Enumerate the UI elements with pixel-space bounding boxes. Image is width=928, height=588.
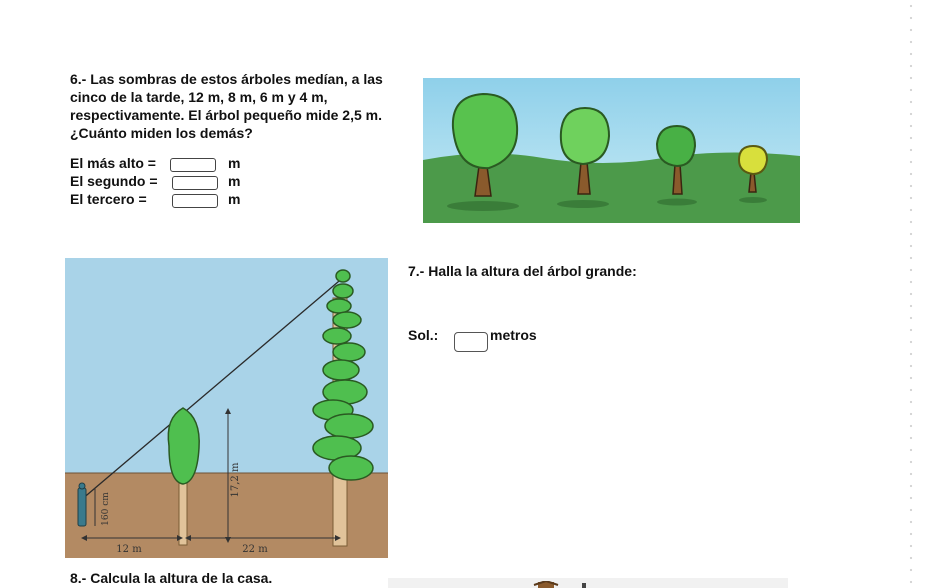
house-icon bbox=[388, 581, 788, 588]
distance-2-label: 22 m bbox=[242, 544, 268, 555]
answer-unit-third: m bbox=[228, 191, 241, 207]
answer-label-tallest: El más alto = bbox=[70, 155, 156, 171]
answer-unit-tallest: m bbox=[228, 155, 241, 171]
answer-box-tallest[interactable] bbox=[170, 158, 216, 172]
answer-label-third: El tercero = bbox=[70, 191, 147, 207]
small-tree-height-label: 17,2 m bbox=[230, 462, 241, 498]
question-8-text: 8.- Calcula la altura de la casa. bbox=[70, 570, 273, 586]
margin-dots bbox=[904, 0, 918, 588]
solution-unit: metros bbox=[490, 327, 537, 343]
answer-box-third[interactable] bbox=[172, 194, 218, 208]
person-height-label: 160 cm bbox=[101, 492, 111, 526]
answer-box-second[interactable] bbox=[172, 176, 218, 190]
answer-unit-second: m bbox=[228, 173, 241, 189]
solution-answer-box[interactable] bbox=[454, 332, 488, 352]
question-6-text: 6.- Las sombras de estos árboles medían, a las cinco de la tarde, 12 m, 8 m, 6 m y 4 m, respectivamente. El árbol pequeño mide 2,5 m. ¿Cuánto miden los demás? bbox=[70, 71, 383, 141]
question-7-solution bbox=[408, 326, 537, 344]
solution-label: Sol.: bbox=[408, 327, 439, 343]
house-illustration-partial bbox=[388, 578, 788, 588]
distance-1-label: 12 m bbox=[116, 544, 142, 555]
answer-label-second: El segundo = bbox=[70, 173, 158, 189]
tall-tree-diagram bbox=[65, 258, 388, 558]
question-7-text: 7.- Halla la altura del árbol grande: bbox=[408, 263, 637, 279]
four-trees-illustration bbox=[423, 78, 800, 223]
